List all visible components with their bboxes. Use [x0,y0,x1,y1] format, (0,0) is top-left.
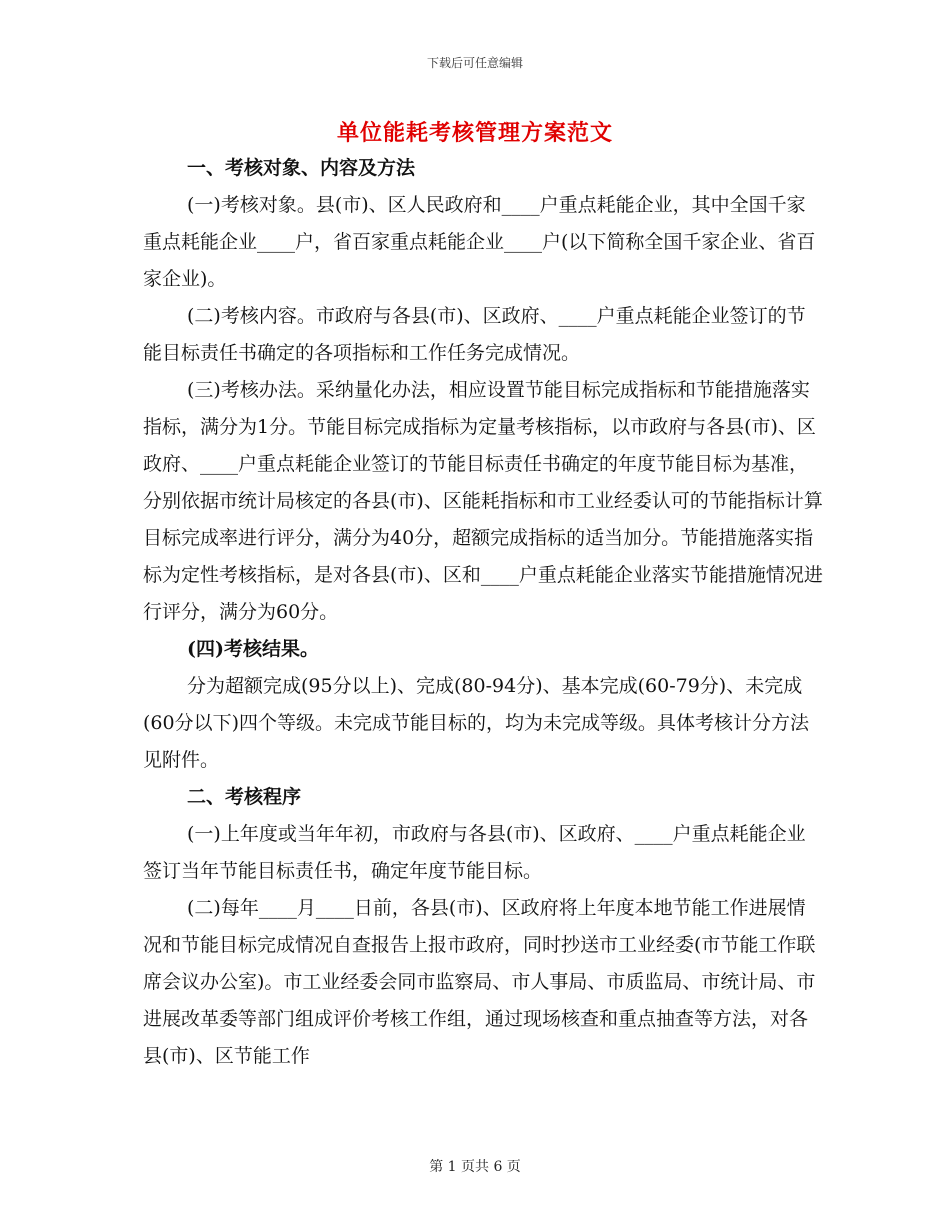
page-header: 下载后可任意编辑 [426,56,523,70]
document-body [143,150,823,1075]
paragraph-procedure-1: (一)上年度或当年年初，市政府与各县(市)、区政府、____户重点耗能企业签订当年节能目标责任书，确定年度节能目标。 [143,823,806,882]
page-footer: 第 1 页共 6 页 [429,1159,521,1175]
paragraph-assessment-method: (三)考核办法。采纳量化办法，相应设置节能目标完成指标和节能措施落实指标，满分为1分。节能目标完成指标为定量考核指标，以市政府与各县(市)、区政府、____户重点耗能企业签订的节能目标责任书确定的年度节能目标为基准，分别依据市统计局核定的各县(市)、区能耗指标和市工业经委认可的节能指标计算目标完成率进行评分，满分为40分，超额完成指标的适当加分。节能措施落实指标为定性考核指标，是对各县(市)、区和____户重点耗能企业落实节能措施情况进行评分，满分为60分。 [143,379,823,623]
paragraph-assessment-content: (二)考核内容。市政府与各县(市)、区政府、____户重点耗能企业签订的节能目标责任书确定的各项指标和工作任务完成情况。 [143,305,806,364]
section-heading-2: 二、考核程序 [187,786,302,808]
paragraph-procedure-2: (二)每年____月____日前，各县(市)、区政府将上年度本地节能工作进展情况和节能目标完成情况自查报告上报市政府，同时抄送市工业经委(市节能工作联席会议办公室)。市工业经委会同市监察局、市人事局、市质监局、市统计局、市进展改革委等部门组成评价考核工作组，通过现场核查和重点抽查等方法，对各县(市)、区节能工作 [143,897,816,1067]
subheading-assessment-results: (四)考核结果。 [187,638,319,660]
paragraph-assessment-objects: (一)考核对象。县(市)、区人民政府和____户重点耗能企业，其中全国千家重点耗能企业____户，省百家重点耗能企业____户(以下简称全国千家企业、省百家企业)。 [143,194,816,290]
paragraph-results-grades: 分为超额完成(95分以上)、完成(80-94分)、基本完成(60-79分)、未完成(60分以下)四个等级。未完成节能目标的，均为未完成等级。具体考核计分方法见附件。 [143,675,810,771]
section-heading-1: 一、考核对象、内容及方法 [187,157,416,179]
document-title: 单位能耗考核管理方案范文 [336,120,613,146]
